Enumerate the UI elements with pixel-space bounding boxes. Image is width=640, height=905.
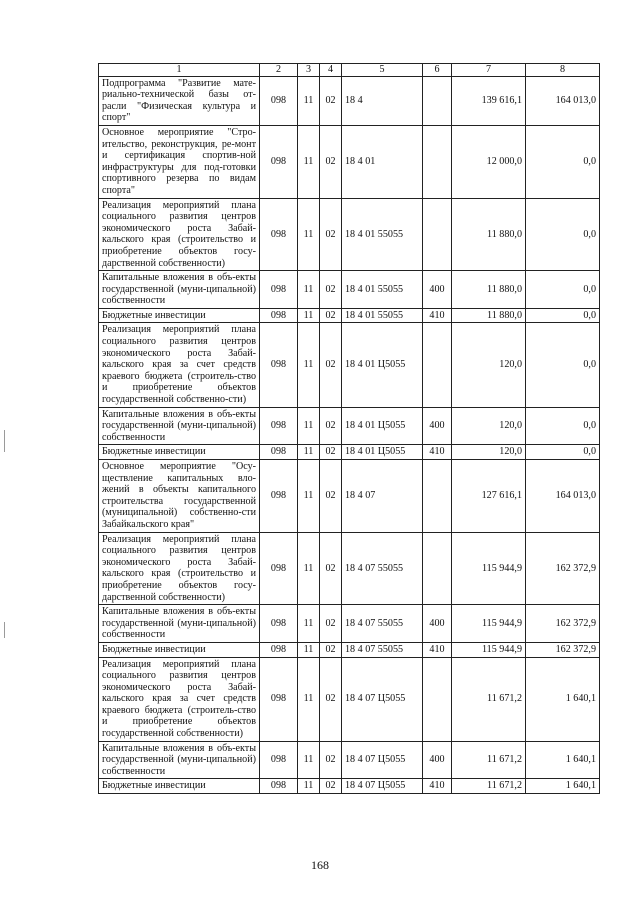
amount-year-1: 139 616,1 bbox=[452, 76, 526, 125]
amount-year-2: 0,0 bbox=[526, 198, 600, 271]
section-code: 11 bbox=[298, 445, 320, 460]
section-code: 11 bbox=[298, 125, 320, 198]
amount-year-1: 127 616,1 bbox=[452, 460, 526, 533]
section-code: 11 bbox=[298, 741, 320, 779]
subsection-code: 02 bbox=[320, 657, 342, 741]
subsection-code: 02 bbox=[320, 125, 342, 198]
amount-year-1: 11 880,0 bbox=[452, 308, 526, 323]
section-code: 11 bbox=[298, 323, 320, 407]
header-row bbox=[99, 64, 600, 77]
subsection-code: 02 bbox=[320, 532, 342, 605]
expense-type-code bbox=[423, 198, 452, 271]
section-code: 11 bbox=[298, 532, 320, 605]
amount-year-2: 0,0 bbox=[526, 271, 600, 309]
expense-type-code: 400 bbox=[423, 741, 452, 779]
target-article-code: 18 4 01 Ц5055 bbox=[342, 323, 423, 407]
expense-type-code: 410 bbox=[423, 445, 452, 460]
section-code: 11 bbox=[298, 308, 320, 323]
target-article-code: 18 4 07 Ц5055 bbox=[342, 741, 423, 779]
expense-type-code: 410 bbox=[423, 308, 452, 323]
ministry-code: 098 bbox=[260, 445, 298, 460]
target-article-code: 18 4 bbox=[342, 76, 423, 125]
amount-year-2: 0,0 bbox=[526, 445, 600, 460]
col-header-7: 7 bbox=[452, 64, 526, 77]
item-name: Реализация мероприятий плана социального развития центров экономического роста Забай-кальского края (строительство и приобретение объектов госу-дарственной собственности) bbox=[99, 532, 260, 605]
expense-type-code bbox=[423, 532, 452, 605]
expense-type-code: 410 bbox=[423, 779, 452, 794]
table-row bbox=[99, 605, 600, 643]
table-row bbox=[99, 642, 600, 657]
amount-year-1: 120,0 bbox=[452, 445, 526, 460]
item-name: Капитальные вложения в объ-екты государственной (муни-ципальной) собственности bbox=[99, 605, 260, 643]
target-article-code: 18 4 07 55055 bbox=[342, 605, 423, 643]
ministry-code: 098 bbox=[260, 76, 298, 125]
section-code: 11 bbox=[298, 76, 320, 125]
ministry-code: 098 bbox=[260, 460, 298, 533]
col-header-2: 2 bbox=[260, 64, 298, 77]
amount-year-2: 0,0 bbox=[526, 323, 600, 407]
ministry-code: 098 bbox=[260, 741, 298, 779]
target-article-code: 18 4 01 Ц5055 bbox=[342, 445, 423, 460]
subsection-code: 02 bbox=[320, 323, 342, 407]
ministry-code: 098 bbox=[260, 271, 298, 309]
amount-year-2: 1 640,1 bbox=[526, 741, 600, 779]
table-row bbox=[99, 532, 600, 605]
expense-type-code bbox=[423, 323, 452, 407]
section-code: 11 bbox=[298, 605, 320, 643]
amount-year-2: 164 013,0 bbox=[526, 460, 600, 533]
ministry-code: 098 bbox=[260, 532, 298, 605]
expense-type-code bbox=[423, 125, 452, 198]
amount-year-1: 115 944,9 bbox=[452, 532, 526, 605]
subsection-code: 02 bbox=[320, 76, 342, 125]
subsection-code: 02 bbox=[320, 460, 342, 533]
amount-year-1: 11 880,0 bbox=[452, 198, 526, 271]
table-row bbox=[99, 125, 600, 198]
expense-type-code bbox=[423, 460, 452, 533]
target-article-code: 18 4 01 bbox=[342, 125, 423, 198]
table-row bbox=[99, 308, 600, 323]
ministry-code: 098 bbox=[260, 125, 298, 198]
table-row bbox=[99, 460, 600, 533]
amount-year-2: 0,0 bbox=[526, 407, 600, 445]
expense-type-code: 400 bbox=[423, 605, 452, 643]
amount-year-1: 120,0 bbox=[452, 407, 526, 445]
ministry-code: 098 bbox=[260, 779, 298, 794]
table-row bbox=[99, 741, 600, 779]
section-code: 11 bbox=[298, 407, 320, 445]
target-article-code: 18 4 01 55055 bbox=[342, 271, 423, 309]
scan-edge-mark bbox=[4, 622, 5, 638]
expense-type-code bbox=[423, 76, 452, 125]
section-code: 11 bbox=[298, 198, 320, 271]
ministry-code: 098 bbox=[260, 323, 298, 407]
amount-year-2: 1 640,1 bbox=[526, 779, 600, 794]
col-header-6: 6 bbox=[423, 64, 452, 77]
ministry-code: 098 bbox=[260, 407, 298, 445]
table-row bbox=[99, 323, 600, 407]
item-name: Реализация мероприятий плана социального развития центров экономического роста Забай-кальского края за счет средств краевого бюджета (строитель-ство и приобретение объектов государственной собственности) bbox=[99, 657, 260, 741]
expense-type-code bbox=[423, 657, 452, 741]
amount-year-1: 11 880,0 bbox=[452, 271, 526, 309]
expense-type-code: 400 bbox=[423, 271, 452, 309]
amount-year-2: 0,0 bbox=[526, 125, 600, 198]
amount-year-1: 11 671,2 bbox=[452, 657, 526, 741]
subsection-code: 02 bbox=[320, 198, 342, 271]
section-code: 11 bbox=[298, 779, 320, 794]
item-name: Капитальные вложения в объ-екты государственной (муни-ципальной) собственности bbox=[99, 741, 260, 779]
amount-year-2: 0,0 bbox=[526, 308, 600, 323]
target-article-code: 18 4 01 55055 bbox=[342, 308, 423, 323]
item-name: Бюджетные инвестиции bbox=[99, 779, 260, 794]
subsection-code: 02 bbox=[320, 407, 342, 445]
section-code: 11 bbox=[298, 642, 320, 657]
amount-year-1: 115 944,9 bbox=[452, 605, 526, 643]
target-article-code: 18 4 07 55055 bbox=[342, 532, 423, 605]
section-code: 11 bbox=[298, 657, 320, 741]
table-row bbox=[99, 76, 600, 125]
section-code: 11 bbox=[298, 460, 320, 533]
item-name: Бюджетные инвестиции bbox=[99, 308, 260, 323]
amount-year-2: 162 372,9 bbox=[526, 605, 600, 643]
target-article-code: 18 4 07 Ц5055 bbox=[342, 657, 423, 741]
table-row bbox=[99, 779, 600, 794]
amount-year-1: 115 944,9 bbox=[452, 642, 526, 657]
col-header-5: 5 bbox=[342, 64, 423, 77]
expense-type-code: 400 bbox=[423, 407, 452, 445]
item-name: Подпрограмма "Развитие мате-риально-технической базы от-расли "Физическая культура и спорт" bbox=[99, 76, 260, 125]
item-name: Реализация мероприятий плана социального развития центров экономического роста Забай-кальского края за счет средств краевого бюджета (строитель-ство и приобретение объектов государственной собственно-сти) bbox=[99, 323, 260, 407]
target-article-code: 18 4 07 55055 bbox=[342, 642, 423, 657]
col-header-3: 3 bbox=[298, 64, 320, 77]
amount-year-1: 120,0 bbox=[452, 323, 526, 407]
subsection-code: 02 bbox=[320, 271, 342, 309]
ministry-code: 098 bbox=[260, 605, 298, 643]
subsection-code: 02 bbox=[320, 445, 342, 460]
item-name: Бюджетные инвестиции bbox=[99, 445, 260, 460]
target-article-code: 18 4 07 Ц5055 bbox=[342, 779, 423, 794]
amount-year-1: 11 671,2 bbox=[452, 741, 526, 779]
table-row bbox=[99, 407, 600, 445]
col-header-8: 8 bbox=[526, 64, 600, 77]
subsection-code: 02 bbox=[320, 642, 342, 657]
subsection-code: 02 bbox=[320, 779, 342, 794]
table-row bbox=[99, 198, 600, 271]
ministry-code: 098 bbox=[260, 198, 298, 271]
subsection-code: 02 bbox=[320, 308, 342, 323]
item-name: Бюджетные инвестиции bbox=[99, 642, 260, 657]
table-row bbox=[99, 657, 600, 741]
target-article-code: 18 4 01 Ц5055 bbox=[342, 407, 423, 445]
ministry-code: 098 bbox=[260, 642, 298, 657]
amount-year-2: 162 372,9 bbox=[526, 642, 600, 657]
amount-year-2: 1 640,1 bbox=[526, 657, 600, 741]
amount-year-2: 164 013,0 bbox=[526, 76, 600, 125]
col-header-4: 4 bbox=[320, 64, 342, 77]
item-name: Капитальные вложения в объ-екты государственной (муни-ципальной) собственности bbox=[99, 271, 260, 309]
subsection-code: 02 bbox=[320, 741, 342, 779]
item-name: Основное мероприятие "Осу-ществление капитальных вло-жений в объекты капитального строительства государственной (муниципальной) собственно-сти Забайкальского края" bbox=[99, 460, 260, 533]
table-row bbox=[99, 271, 600, 309]
expense-type-code: 410 bbox=[423, 642, 452, 657]
budget-table bbox=[98, 63, 600, 794]
scan-edge-mark bbox=[4, 430, 5, 452]
amount-year-1: 11 671,2 bbox=[452, 779, 526, 794]
col-header-1: 1 bbox=[99, 64, 260, 77]
target-article-code: 18 4 01 55055 bbox=[342, 198, 423, 271]
ministry-code: 098 bbox=[260, 657, 298, 741]
table-row bbox=[99, 445, 600, 460]
amount-year-1: 12 000,0 bbox=[452, 125, 526, 198]
item-name: Основное мероприятие "Стро-ительство, реконструкция, ре-монт и сертификация спортив-ной инфраструктуры для под-готовки спортивного резерва по видам спорта" bbox=[99, 125, 260, 198]
subsection-code: 02 bbox=[320, 605, 342, 643]
item-name: Капитальные вложения в объ-екты государственной (муни-ципальной) собственности bbox=[99, 407, 260, 445]
page-number: 168 bbox=[311, 858, 329, 872]
amount-year-2: 162 372,9 bbox=[526, 532, 600, 605]
target-article-code: 18 4 07 bbox=[342, 460, 423, 533]
section-code: 11 bbox=[298, 271, 320, 309]
item-name: Реализация мероприятий плана социального развития центров экономического роста Забай-кальского края (строительство и приобретение объектов госу-дарственной собственности) bbox=[99, 198, 260, 271]
ministry-code: 098 bbox=[260, 308, 298, 323]
